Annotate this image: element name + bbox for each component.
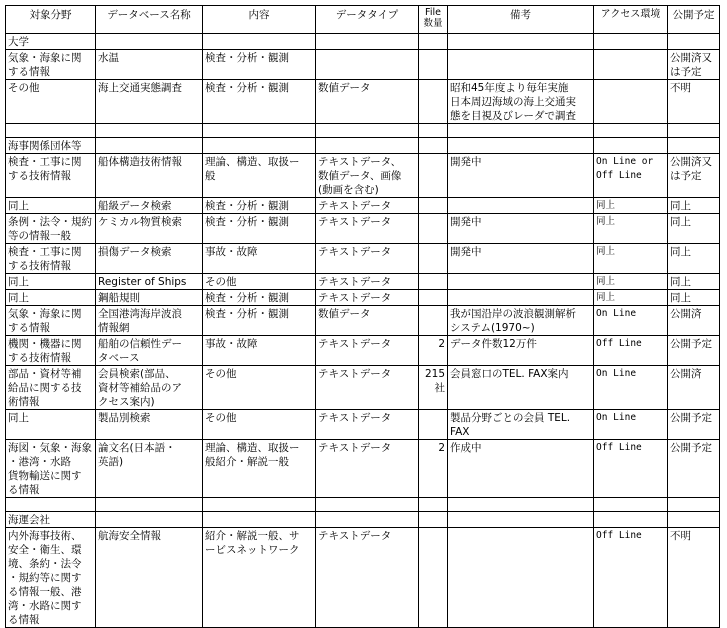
- cell-field: 海図・気象・海象 ・港湾・水路 貨物輸送に関す る情報: [6, 440, 96, 498]
- section-empty-cell: [668, 138, 720, 154]
- section-empty-cell: [419, 34, 448, 50]
- cell-db-name: ケミカル物質検索: [96, 214, 203, 244]
- section-empty-cell: [594, 34, 668, 50]
- blank-cell: [6, 498, 96, 512]
- section-empty-cell: [203, 512, 316, 528]
- cell-field: 同上: [6, 290, 96, 306]
- table-row: [6, 244, 720, 274]
- cell-db-name: 論文名(日本語・ 英語): [96, 440, 203, 498]
- cell-content: 検査・分析・観測: [203, 50, 316, 80]
- cell-db-name: 海上交通実態調査: [96, 80, 203, 124]
- blank-row: [6, 124, 720, 138]
- cell-access: On Line: [594, 366, 668, 410]
- cell-access: 同上: [594, 290, 668, 306]
- section-empty-cell: [96, 34, 203, 50]
- section-empty-cell: [96, 512, 203, 528]
- cell-data-type: テキストデータ: [316, 366, 419, 410]
- cell-remarks: [448, 290, 594, 306]
- cell-field: その他: [6, 80, 96, 124]
- table-row: [6, 410, 720, 440]
- cell-data-type: 数値データ: [316, 306, 419, 336]
- cell-data-type: テキストデータ: [316, 214, 419, 244]
- cell-access: 同上: [594, 274, 668, 290]
- table-row: [6, 154, 720, 198]
- cell-release: 同上: [668, 244, 720, 274]
- section-empty-cell: [203, 34, 316, 50]
- cell-data-type: [316, 50, 419, 80]
- section-empty-cell: [594, 512, 668, 528]
- blank-cell: [419, 124, 448, 138]
- cell-file-count: [419, 290, 448, 306]
- table-row: [6, 440, 720, 498]
- cell-field: 同上: [6, 198, 96, 214]
- cell-access: Off Line: [594, 440, 668, 498]
- cell-db-name: 船級データ検索: [96, 198, 203, 214]
- section-empty-cell: [419, 138, 448, 154]
- cell-access: Off Line: [594, 528, 668, 628]
- cell-content: 事故・故障: [203, 244, 316, 274]
- header-content: 内容: [203, 6, 316, 34]
- cell-release: 同上: [668, 290, 720, 306]
- cell-file-count: [419, 154, 448, 198]
- blank-cell: [448, 124, 594, 138]
- cell-release: 同上: [668, 274, 720, 290]
- section-empty-cell: [668, 34, 720, 50]
- cell-release: 公開済: [668, 366, 720, 410]
- section-title: 海運会社: [6, 512, 96, 528]
- section-empty-cell: [316, 34, 419, 50]
- cell-db-name: 鋼船規則: [96, 290, 203, 306]
- blank-cell: [96, 124, 203, 138]
- cell-remarks: [448, 528, 594, 628]
- cell-data-type: テキストデータ: [316, 244, 419, 274]
- database-table-container: [5, 5, 720, 628]
- cell-content: 検査・分析・観測: [203, 290, 316, 306]
- cell-access: Off Line: [594, 336, 668, 366]
- cell-db-name: 船体構造技術情報: [96, 154, 203, 198]
- blank-cell: [316, 124, 419, 138]
- cell-field: 部品・資材等補 給品に関する技 術情報: [6, 366, 96, 410]
- cell-field: 検査・工事に関 する技術情報: [6, 154, 96, 198]
- table-row: [6, 80, 720, 124]
- section-empty-cell: [419, 512, 448, 528]
- blank-cell: [668, 124, 720, 138]
- section-empty-cell: [316, 138, 419, 154]
- cell-data-type: テキストデータ: [316, 336, 419, 366]
- section-empty-cell: [594, 138, 668, 154]
- blank-cell: [594, 124, 668, 138]
- cell-data-type: テキストデータ: [316, 274, 419, 290]
- cell-file-count: 2: [419, 336, 448, 366]
- section-empty-cell: [668, 512, 720, 528]
- cell-db-name: 船舶の信頼性デー タベース: [96, 336, 203, 366]
- blank-cell: [96, 498, 203, 512]
- cell-data-type: 数値データ: [316, 80, 419, 124]
- cell-access: [594, 50, 668, 80]
- cell-remarks: 開発中: [448, 154, 594, 198]
- blank-row: [6, 498, 720, 512]
- cell-file-count: [419, 306, 448, 336]
- cell-data-type: テキストデータ: [316, 290, 419, 306]
- table-row: [6, 366, 720, 410]
- section-title: 海事関係団体等: [6, 138, 96, 154]
- cell-file-count: [419, 50, 448, 80]
- blank-cell: [668, 498, 720, 512]
- section-header-row: [6, 138, 720, 154]
- cell-content: 検査・分析・観測: [203, 198, 316, 214]
- cell-access: 同上: [594, 244, 668, 274]
- cell-content: 理論、構造、取扱ー 般: [203, 154, 316, 198]
- cell-db-name: 航海安全情報: [96, 528, 203, 628]
- cell-access: On Line: [594, 306, 668, 336]
- cell-file-count: [419, 214, 448, 244]
- cell-data-type: テキストデータ: [316, 410, 419, 440]
- table-row: [6, 274, 720, 290]
- cell-field: 同上: [6, 274, 96, 290]
- cell-release: 不明: [668, 80, 720, 124]
- section-empty-cell: [448, 512, 594, 528]
- header-field: 対象分野: [6, 6, 96, 34]
- cell-content: 紹介・解説一般、サ ービスネットワーク: [203, 528, 316, 628]
- cell-file-count: [419, 80, 448, 124]
- cell-release: 公開予定: [668, 440, 720, 498]
- cell-access: On Line or Off Line: [594, 154, 668, 198]
- cell-remarks: [448, 274, 594, 290]
- cell-remarks: [448, 50, 594, 80]
- cell-access: 同上: [594, 198, 668, 214]
- cell-db-name: 製品別検索: [96, 410, 203, 440]
- cell-field: 同上: [6, 410, 96, 440]
- table-row: [6, 290, 720, 306]
- cell-data-type: テキストデータ: [316, 440, 419, 498]
- cell-file-count: [419, 410, 448, 440]
- header-file-count: File 数量: [419, 6, 448, 34]
- cell-field: 気象・海象に関 する情報: [6, 50, 96, 80]
- cell-access: 同上: [594, 214, 668, 244]
- section-header-row: [6, 34, 720, 50]
- header-db-name: データベース名称: [96, 6, 203, 34]
- blank-cell: [594, 498, 668, 512]
- cell-file-count: [419, 198, 448, 214]
- cell-content: 検査・分析・観測: [203, 214, 316, 244]
- section-empty-cell: [316, 512, 419, 528]
- blank-cell: [419, 498, 448, 512]
- blank-cell: [316, 498, 419, 512]
- cell-data-type: テキストデータ: [316, 528, 419, 628]
- cell-field: 条例・法令・規約 等の情報一般: [6, 214, 96, 244]
- cell-content: その他: [203, 274, 316, 290]
- cell-release: 公開済又 は予定: [668, 154, 720, 198]
- blank-cell: [6, 124, 96, 138]
- database-table: [5, 5, 720, 628]
- table-body: [6, 34, 720, 628]
- cell-field: 機関・機器に関 する技術情報: [6, 336, 96, 366]
- cell-db-name: 会員検索(部品、 資材等補給品のア クセス案内): [96, 366, 203, 410]
- cell-content: 検査・分析・観測: [203, 306, 316, 336]
- cell-release: 公開予定: [668, 410, 720, 440]
- section-empty-cell: [96, 138, 203, 154]
- cell-release: 同上: [668, 214, 720, 244]
- table-row: [6, 306, 720, 336]
- cell-db-name: 水温: [96, 50, 203, 80]
- cell-remarks: 昭和45年度より毎年実施 日本周辺海域の海上交通実 態を目視及びレーダで調査: [448, 80, 594, 124]
- cell-release: 不明: [668, 528, 720, 628]
- cell-remarks: 作成中: [448, 440, 594, 498]
- cell-file-count: 215 社: [419, 366, 448, 410]
- section-empty-cell: [203, 138, 316, 154]
- section-header-row: [6, 512, 720, 528]
- cell-content: その他: [203, 366, 316, 410]
- cell-release: 公開済: [668, 306, 720, 336]
- cell-db-name: Register of Ships: [96, 274, 203, 290]
- cell-file-count: [419, 528, 448, 628]
- cell-data-type: テキストデータ: [316, 198, 419, 214]
- table-row: [6, 336, 720, 366]
- cell-file-count: [419, 244, 448, 274]
- cell-field: 気象・海象に関 する情報: [6, 306, 96, 336]
- cell-content: その他: [203, 410, 316, 440]
- header-data-type: データタイプ: [316, 6, 419, 34]
- cell-db-name: 全国港湾海岸波浪 情報網: [96, 306, 203, 336]
- cell-remarks: [448, 198, 594, 214]
- table-row: [6, 528, 720, 628]
- cell-release: 同上: [668, 198, 720, 214]
- cell-file-count: [419, 274, 448, 290]
- header-release: 公開予定: [668, 6, 720, 34]
- cell-access: [594, 80, 668, 124]
- section-empty-cell: [448, 138, 594, 154]
- cell-content: 検査・分析・観測: [203, 80, 316, 124]
- section-title: 大学: [6, 34, 96, 50]
- cell-remarks: 開発中: [448, 214, 594, 244]
- cell-remarks: 製品分野ごとの会員 TEL. FAX: [448, 410, 594, 440]
- table-row: [6, 50, 720, 80]
- cell-data-type: テキストデータ、 数値データ、画像 (動画を含む): [316, 154, 419, 198]
- cell-release: 公開予定: [668, 336, 720, 366]
- blank-cell: [203, 498, 316, 512]
- cell-release: 公開済又 は予定: [668, 50, 720, 80]
- cell-file-count: 2: [419, 440, 448, 498]
- cell-remarks: 開発中: [448, 244, 594, 274]
- table-row: [6, 214, 720, 244]
- header-remarks: 備考: [448, 6, 594, 34]
- cell-db-name: 損傷データ検索: [96, 244, 203, 274]
- header-row: [6, 6, 720, 34]
- cell-remarks: 我が国沿岸の波浪観測解析 システム(1970~): [448, 306, 594, 336]
- cell-remarks: データ件数12万件: [448, 336, 594, 366]
- blank-cell: [448, 498, 594, 512]
- cell-content: 理論、構造、取扱ー 般紹介・解説一般: [203, 440, 316, 498]
- cell-field: 検査・工事に関 する技術情報: [6, 244, 96, 274]
- cell-access: On Line: [594, 410, 668, 440]
- header-access: アクセス環境: [594, 6, 668, 34]
- table-row: [6, 198, 720, 214]
- cell-remarks: 会員窓口のTEL. FAX案内: [448, 366, 594, 410]
- cell-content: 事故・故障: [203, 336, 316, 366]
- cell-field: 内外海事技術、 安全・衛生、環 境、条約・法令 ・規約等に関す る情報一般、港 湾・水路に関す る情報: [6, 528, 96, 628]
- section-empty-cell: [448, 34, 594, 50]
- blank-cell: [203, 124, 316, 138]
